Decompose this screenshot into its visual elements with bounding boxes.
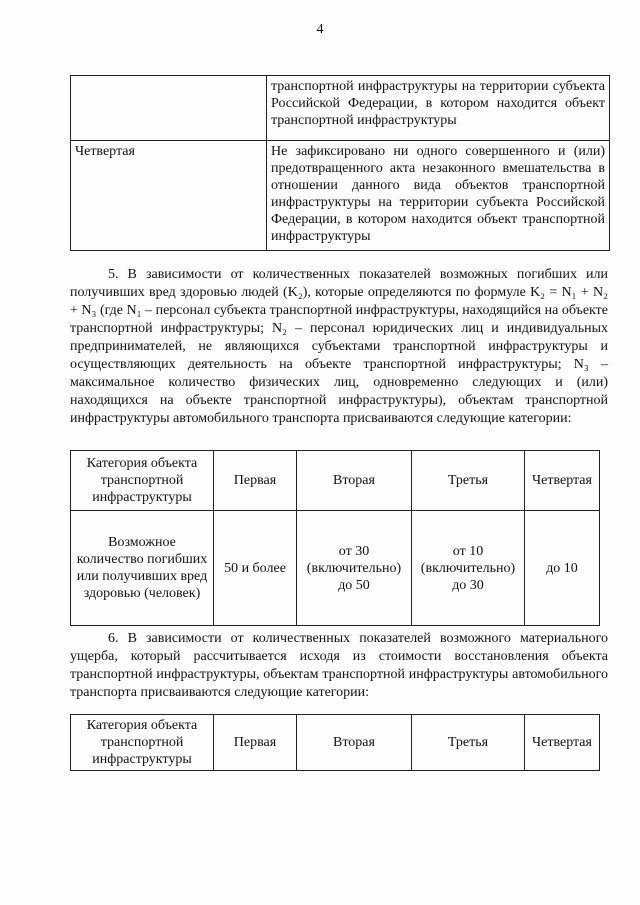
table-header-row: [71, 451, 600, 511]
description-cell: Не зафиксировано ни одного совершенного и (или) предотвращенного акта незаконного вмешательства в отношении данного вида объектов транспортной инфраструктуры на территории субъекта Российской Федерации, в котором находится объект транспортной инфраструктуры: [267, 141, 610, 251]
header-cell: Категория объекта транспортной инфраструктуры: [71, 451, 214, 511]
value-cell: до 10: [525, 511, 600, 626]
header-cell: Первая: [214, 451, 297, 511]
value-cell: 50 и более: [214, 511, 297, 626]
table-row: [71, 76, 610, 141]
header-cell: Вторая: [297, 715, 412, 771]
header-cell: Четвертая: [525, 715, 600, 771]
table-row: [71, 141, 610, 251]
damage-category-table: [70, 714, 600, 771]
table-header-row: [71, 715, 600, 771]
header-cell: Третья: [412, 451, 525, 511]
category-table-continued: [70, 75, 610, 251]
category-cell: Четвертая: [71, 141, 267, 251]
page-number: 4: [316, 22, 324, 37]
description-cell: транспортной инфраструктуры на территории субъекта Российской Федерации, в котором находится объект транспортной инфраструктуры: [267, 76, 610, 141]
category-cell: [71, 76, 267, 141]
header-cell: Первая: [214, 715, 297, 771]
paragraph-5: 5. В зависимости от количественных показателей возможных погибших или получивших вред здоровью людей (K₂), которые определяются по формуле K₂ = N₁ + N₂ + N₃ (где N₁ – персонал субъекта транспортной инфраструктуры, находящийся на объекте транспортной инфраструктуры; N₂ – персонал юридических лиц и индивидуальных предпринимателей, не являющихся субъектами транспортной инфраструктуры и осуществляющих деятельность на объекте транспортной инфраструктуры; N₃ – максимальное количество физических лиц, одновременно следующих и (или) находящихся на объекте транспортной инфраструктуры), объектам транспортной инфраструктуры автомобильного транспорта присваиваются следующие категории:: [70, 267, 608, 426]
header-cell: Вторая: [297, 451, 412, 511]
casualties-category-table: [70, 450, 600, 626]
value-cell: от 30 (включительно) до 50: [297, 511, 412, 626]
table-row: [71, 511, 600, 626]
value-cell: от 10 (включительно) до 30: [412, 511, 525, 626]
paragraph-6: 6. В зависимости от количественных показателей возможного материального ущерба, который рассчитывается исходя из стоимости восстановления объекта транспортной инфраструктуры, объектам транспортной инфраструктуры автомобильного транспорта присваиваются следующие категории:: [70, 631, 608, 700]
row-label-cell: Возможное количество погибших или получивших вред здоровью (человек): [71, 511, 214, 626]
header-cell: Третья: [412, 715, 525, 771]
header-cell: Категория объекта транспортной инфраструктуры: [71, 715, 214, 771]
header-cell: Четвертая: [525, 451, 600, 511]
